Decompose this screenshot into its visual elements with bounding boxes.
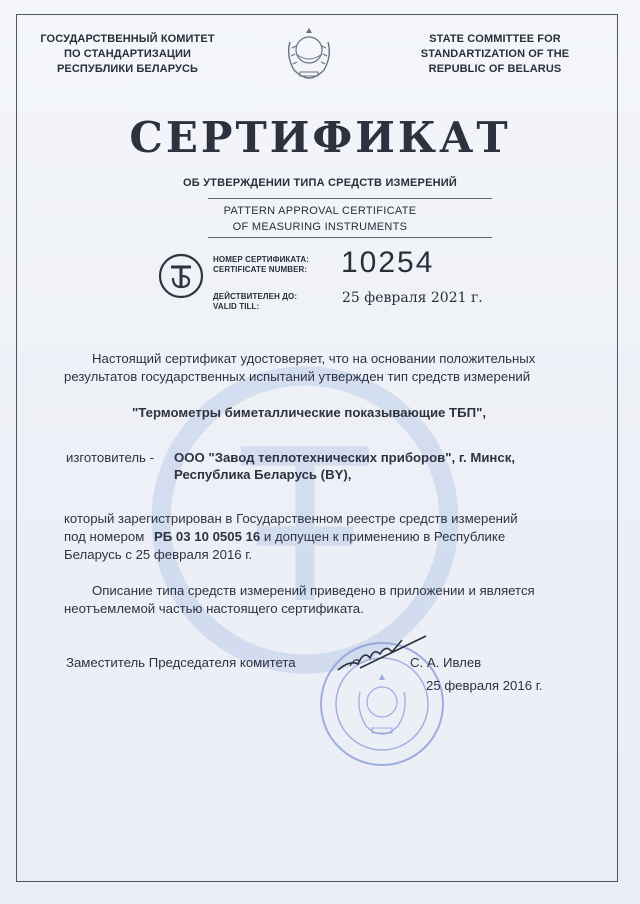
state-emblem-icon (282, 24, 336, 82)
registry-prefix: под номером (64, 529, 145, 544)
header-right (400, 32, 590, 77)
registry-line-1: который зарегистрирован в Государственном реестре средств измерений (64, 511, 518, 526)
instrument-name: "Термометры биметаллические показывающие ТБП", (132, 405, 486, 420)
subtitle-en-line-2: OF MEASURING INSTRUMENTS (232, 221, 408, 233)
stb-logo-icon (157, 252, 205, 300)
registry-line-3: Беларусь с 25 февраля 2016 г. (64, 547, 253, 562)
header-left-line-3: РЕСПУБЛИКИ БЕЛАРУСЬ (57, 63, 198, 75)
certificate-number-label-en: CERTIFICATE NUMBER: (213, 265, 308, 274)
header-left-line-2: ПО СТАНДАРТИЗАЦИИ (63, 48, 192, 60)
intro-line-2: результатов государственных испытаний утвержден тип средств измерений (64, 369, 531, 384)
header-left (25, 32, 230, 77)
header-right-line-3: REPUBLIC OF BELARUS (428, 63, 562, 75)
header-right-line-1: STATE COMMITTEE FOR (429, 33, 561, 45)
certificate-number-label-ru: НОМЕР СЕРТИФИКАТА: (213, 255, 310, 264)
subtitle-en (0, 203, 640, 235)
subtitle-divider-bottom (208, 237, 492, 238)
valid-till-date: 25 февраля 2021 г. (342, 290, 483, 306)
registry-suffix: и допущен к применению в Республике (263, 529, 506, 544)
registry-number: РБ 03 10 0505 16 (153, 529, 261, 544)
valid-till-label (213, 292, 323, 312)
description-line-1: Описание типа средств измерений приведено в приложении и является (92, 583, 535, 598)
subtitle-divider-top (208, 198, 492, 199)
certificate-number-label (213, 255, 323, 275)
signatory-position: Заместитель Председателя комитета (66, 655, 296, 670)
signatory-name: С. А. Ивлев (410, 655, 482, 670)
registry-line-2 (64, 528, 505, 545)
intro-line-1: Настоящий сертификат удостоверяет, что на основании положительных (92, 351, 536, 366)
signature-date: 25 февраля 2016 г. (426, 678, 543, 693)
header-right-line-2: STANDARTIZATION OF THE (420, 48, 570, 60)
certificate-number: 10254 (341, 246, 435, 279)
header-left-line-1: ГОСУДАРСТВЕННЫЙ КОМИТЕТ (40, 33, 215, 45)
valid-till-label-ru: ДЕЙСТВИТЕЛЕН ДО: (213, 292, 298, 301)
manufacturer-line-1: ООО "Завод теплотехнических приборов", г. Минск, (174, 450, 515, 465)
subtitle-en-line-1: PATTERN APPROVAL CERTIFICATE (223, 205, 417, 217)
valid-till-label-en: VALID TILL: (213, 302, 260, 311)
document-title: СЕРТИФИКАТ (129, 113, 511, 162)
manufacturer-line-2: Республика Беларусь (BY), (174, 467, 352, 482)
manufacturer-label: изготовитель - (66, 450, 154, 465)
description-line-2: неотъемлемой частью настоящего сертификата. (64, 601, 364, 616)
subtitle-ru: ОБ УТВЕРЖДЕНИИ ТИПА СРЕДСТВ ИЗМЕРЕНИЙ (183, 177, 457, 189)
